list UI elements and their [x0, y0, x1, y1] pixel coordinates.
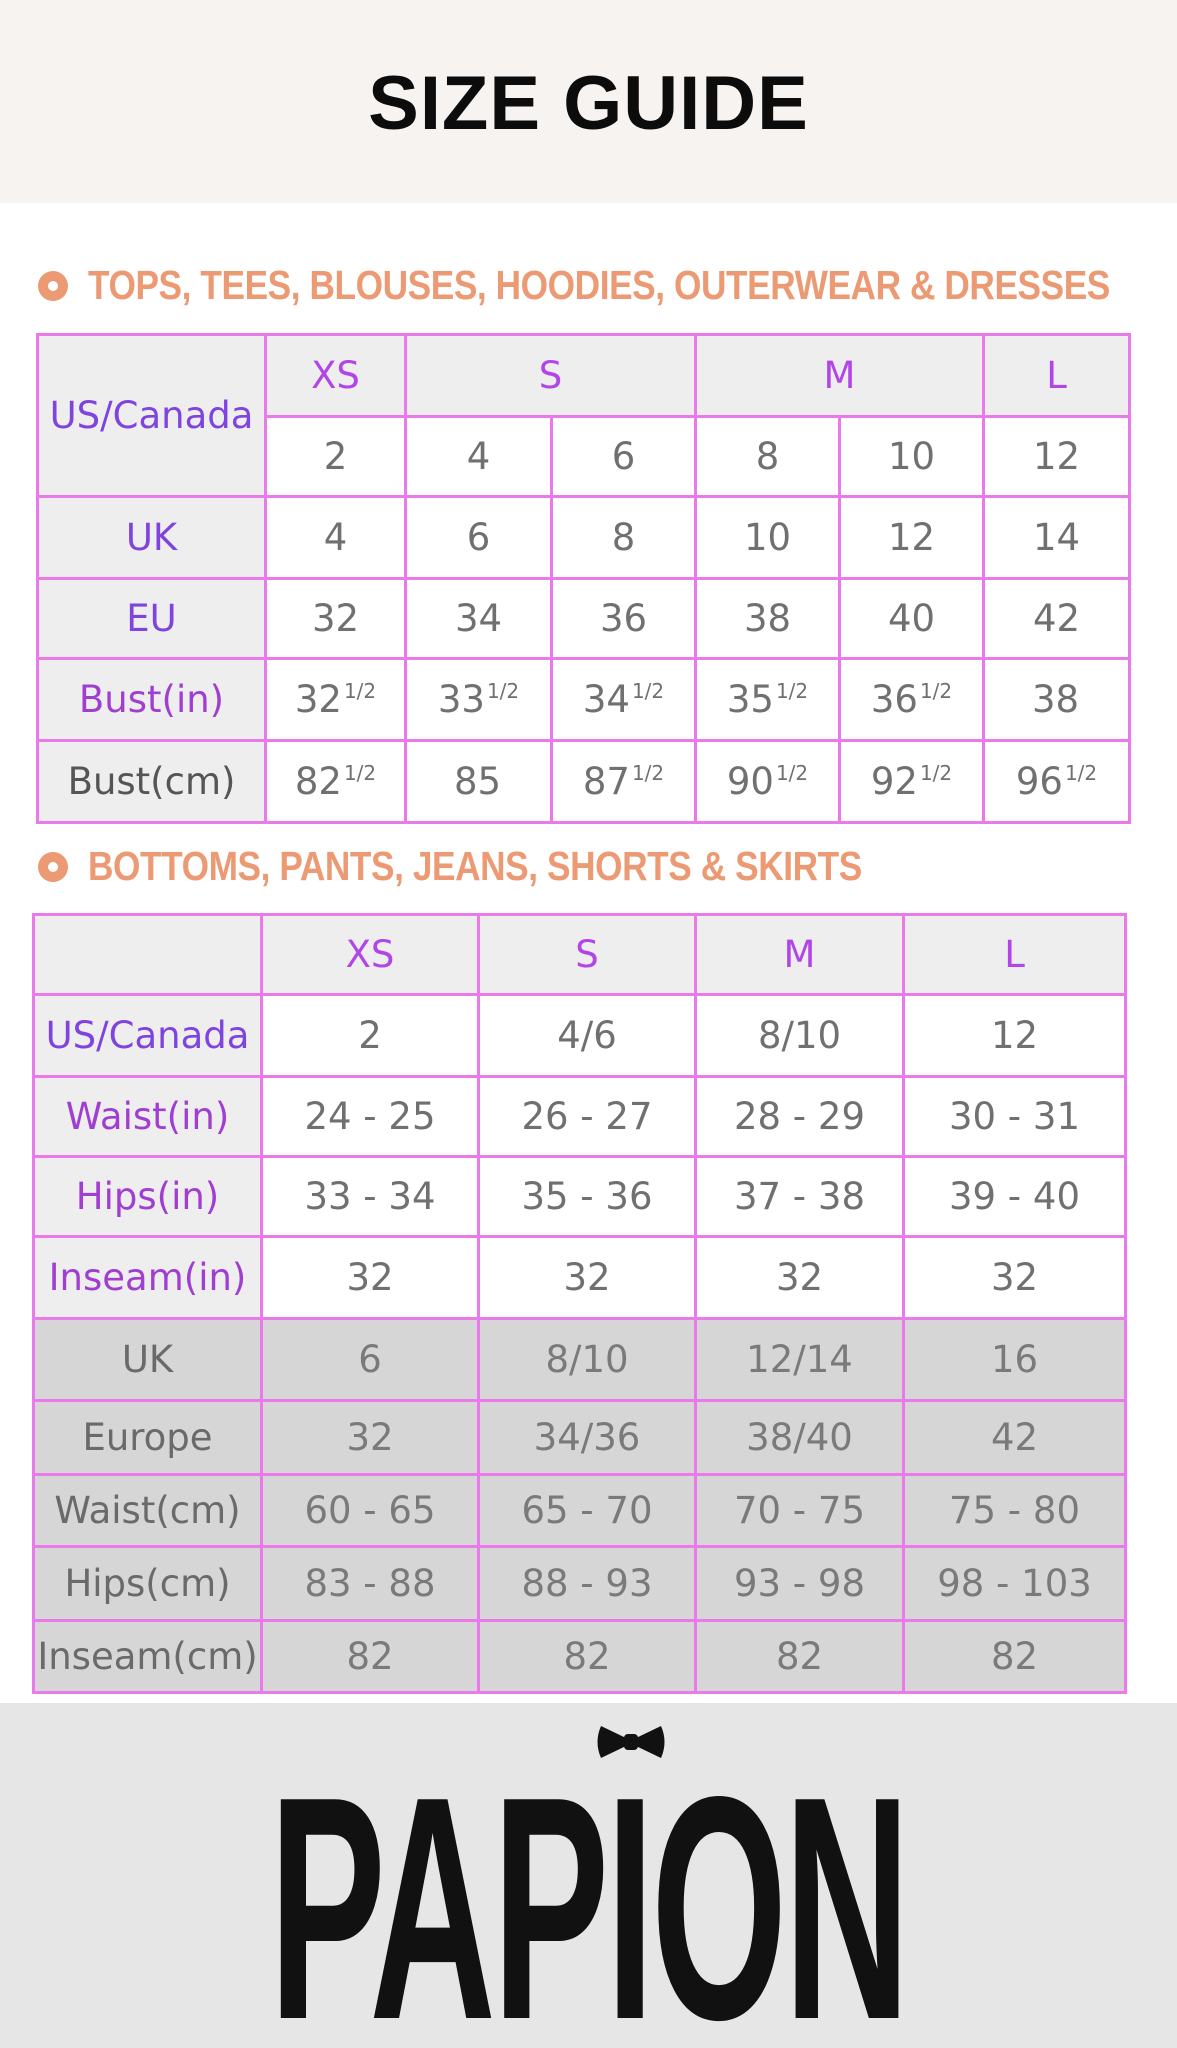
- table-row: [34, 1077, 1126, 1157]
- table-cell: 98 - 103: [904, 1547, 1126, 1621]
- table-cell: 93 - 98: [696, 1547, 904, 1621]
- table-cell: 26 - 27: [479, 1077, 696, 1157]
- table-cell: 39 - 40: [904, 1157, 1126, 1237]
- table-cell: 65 - 70: [479, 1475, 696, 1547]
- table-row: [34, 1547, 1126, 1621]
- brand-logo-text: PAPION: [269, 1731, 907, 2048]
- table-cell: 6: [406, 497, 552, 579]
- table-cell: 32: [904, 1237, 1126, 1319]
- table-cell: 36: [552, 579, 696, 659]
- table-cell: 42: [984, 579, 1130, 659]
- row-label-hips-in: Hips(in): [34, 1157, 262, 1237]
- bullet-icon: [38, 271, 68, 301]
- table-cell: 24 - 25: [262, 1077, 479, 1157]
- table-row: [34, 1319, 1126, 1401]
- row-label-hips-cm: Hips(cm): [34, 1547, 262, 1621]
- table-row: [38, 741, 1130, 823]
- table-cell: 75 - 80: [904, 1475, 1126, 1547]
- footer-brand: [0, 1703, 1177, 2048]
- bullet-icon: [38, 852, 68, 882]
- us-number-cell: 4: [406, 417, 552, 497]
- table-cell: 32: [262, 1237, 479, 1319]
- size-header-xs: XS: [266, 335, 406, 417]
- table-row: [34, 1475, 1126, 1547]
- table-cell: 60 - 65: [262, 1475, 479, 1547]
- table-cell: 37 - 38: [696, 1157, 904, 1237]
- table-cell: 88 - 93: [479, 1547, 696, 1621]
- row-label-inseam-cm: Inseam(cm): [34, 1621, 262, 1693]
- row-label-waist-cm: Waist(cm): [34, 1475, 262, 1547]
- row-label-eu: EU: [38, 579, 266, 659]
- page-title: SIZE GUIDE: [368, 61, 809, 146]
- row-label-uk: UK: [34, 1319, 262, 1401]
- us-number-cell: 2: [266, 417, 406, 497]
- us-number-cell: 8: [696, 417, 840, 497]
- table-cell: 4/6: [479, 995, 696, 1077]
- table-cell: 82: [904, 1621, 1126, 1693]
- table-cell: 38/40: [696, 1401, 904, 1475]
- table-cell: 82: [479, 1621, 696, 1693]
- row-label-uk: UK: [38, 497, 266, 579]
- table-row: [38, 497, 1130, 579]
- corner-cell: [34, 915, 262, 995]
- table-cell: 92 $^{1/2}$: [840, 741, 984, 823]
- table-cell: 16: [904, 1319, 1126, 1401]
- table-cell: 12: [904, 995, 1126, 1077]
- table-cell: 96 $^{1/2}$: [984, 741, 1130, 823]
- table-cell: 6: [262, 1319, 479, 1401]
- size-header-l: L: [904, 915, 1126, 995]
- tops-section-title: [38, 262, 1177, 309]
- table-cell: 8/10: [479, 1319, 696, 1401]
- table-cell: 35 $^{1/2}$: [696, 659, 840, 741]
- table-cell: 82: [696, 1621, 904, 1693]
- table-cell: 33 $^{1/2}$: [406, 659, 552, 741]
- papion-logo: [0, 1703, 1177, 2048]
- us-number-cell: 10: [840, 417, 984, 497]
- size-header-s: S: [479, 915, 696, 995]
- table-cell: 30 - 31: [904, 1077, 1126, 1157]
- table-cell: 87 $^{1/2}$: [552, 741, 696, 823]
- table-cell: 32 $^{1/2}$: [266, 659, 406, 741]
- table-cell: 8: [552, 497, 696, 579]
- table-cell: 83 - 88: [262, 1547, 479, 1621]
- table-cell: 2: [262, 995, 479, 1077]
- table-cell: 38: [984, 659, 1130, 741]
- table-cell: 10: [696, 497, 840, 579]
- region-label-us-canada: US/Canada: [38, 335, 266, 497]
- row-label-us-canada: US/Canada: [34, 995, 262, 1077]
- table-row: [34, 1621, 1126, 1693]
- table-cell: 34/36: [479, 1401, 696, 1475]
- table-row: [38, 659, 1130, 741]
- row-label-bust-cm: Bust(cm): [38, 741, 266, 823]
- table-row: [38, 579, 1130, 659]
- table-cell: 12/14: [696, 1319, 904, 1401]
- row-label-inseam-in: Inseam(in): [34, 1237, 262, 1319]
- header-bar: [0, 0, 1177, 203]
- table-cell: 35 - 36: [479, 1157, 696, 1237]
- table-cell: 36 $^{1/2}$: [840, 659, 984, 741]
- size-header-row: [34, 915, 1126, 995]
- table-cell: 90 $^{1/2}$: [696, 741, 840, 823]
- table-cell: 85: [406, 741, 552, 823]
- tops-title-text: TOPS, TEES, BLOUSES, HOODIES, OUTERWEAR & DRESSES: [88, 262, 1110, 308]
- size-header-s: S: [406, 335, 696, 417]
- table-cell: 34 $^{1/2}$: [552, 659, 696, 741]
- table-cell: 32: [479, 1237, 696, 1319]
- table-cell: 82 $^{1/2}$: [266, 741, 406, 823]
- table-row: [34, 1237, 1126, 1319]
- row-label-europe: Europe: [34, 1401, 262, 1475]
- size-header-l: L: [984, 335, 1130, 417]
- table-cell: 32: [696, 1237, 904, 1319]
- table-cell: 82: [262, 1621, 479, 1693]
- table-row: [34, 1157, 1126, 1237]
- table-cell: 32: [262, 1401, 479, 1475]
- row-label-bust-in: Bust(in): [38, 659, 266, 741]
- table-cell: 33 - 34: [262, 1157, 479, 1237]
- table-row: [34, 1401, 1126, 1475]
- table-cell: 32: [266, 579, 406, 659]
- table-cell: 8/10: [696, 995, 904, 1077]
- table-cell: 14: [984, 497, 1130, 579]
- us-number-cell: 6: [552, 417, 696, 497]
- table-cell: 42: [904, 1401, 1126, 1475]
- row-label-waist-in: Waist(in): [34, 1077, 262, 1157]
- bottoms-size-table: [32, 913, 1127, 1694]
- table-cell: 40: [840, 579, 984, 659]
- us-number-cell: 12: [984, 417, 1130, 497]
- table-cell: 28 - 29: [696, 1077, 904, 1157]
- size-header-m: M: [696, 335, 984, 417]
- table-cell: 38: [696, 579, 840, 659]
- tops-size-table: [36, 333, 1131, 824]
- table-row: [34, 995, 1126, 1077]
- table-cell: 34: [406, 579, 552, 659]
- bottoms-title-text: BOTTOMS, PANTS, JEANS, SHORTS & SKIRTS: [88, 843, 862, 889]
- bottoms-section-title: [38, 843, 988, 890]
- table-cell: 4: [266, 497, 406, 579]
- size-header-xs: XS: [262, 915, 479, 995]
- table-cell: 70 - 75: [696, 1475, 904, 1547]
- size-header-m: M: [696, 915, 904, 995]
- table-cell: 12: [840, 497, 984, 579]
